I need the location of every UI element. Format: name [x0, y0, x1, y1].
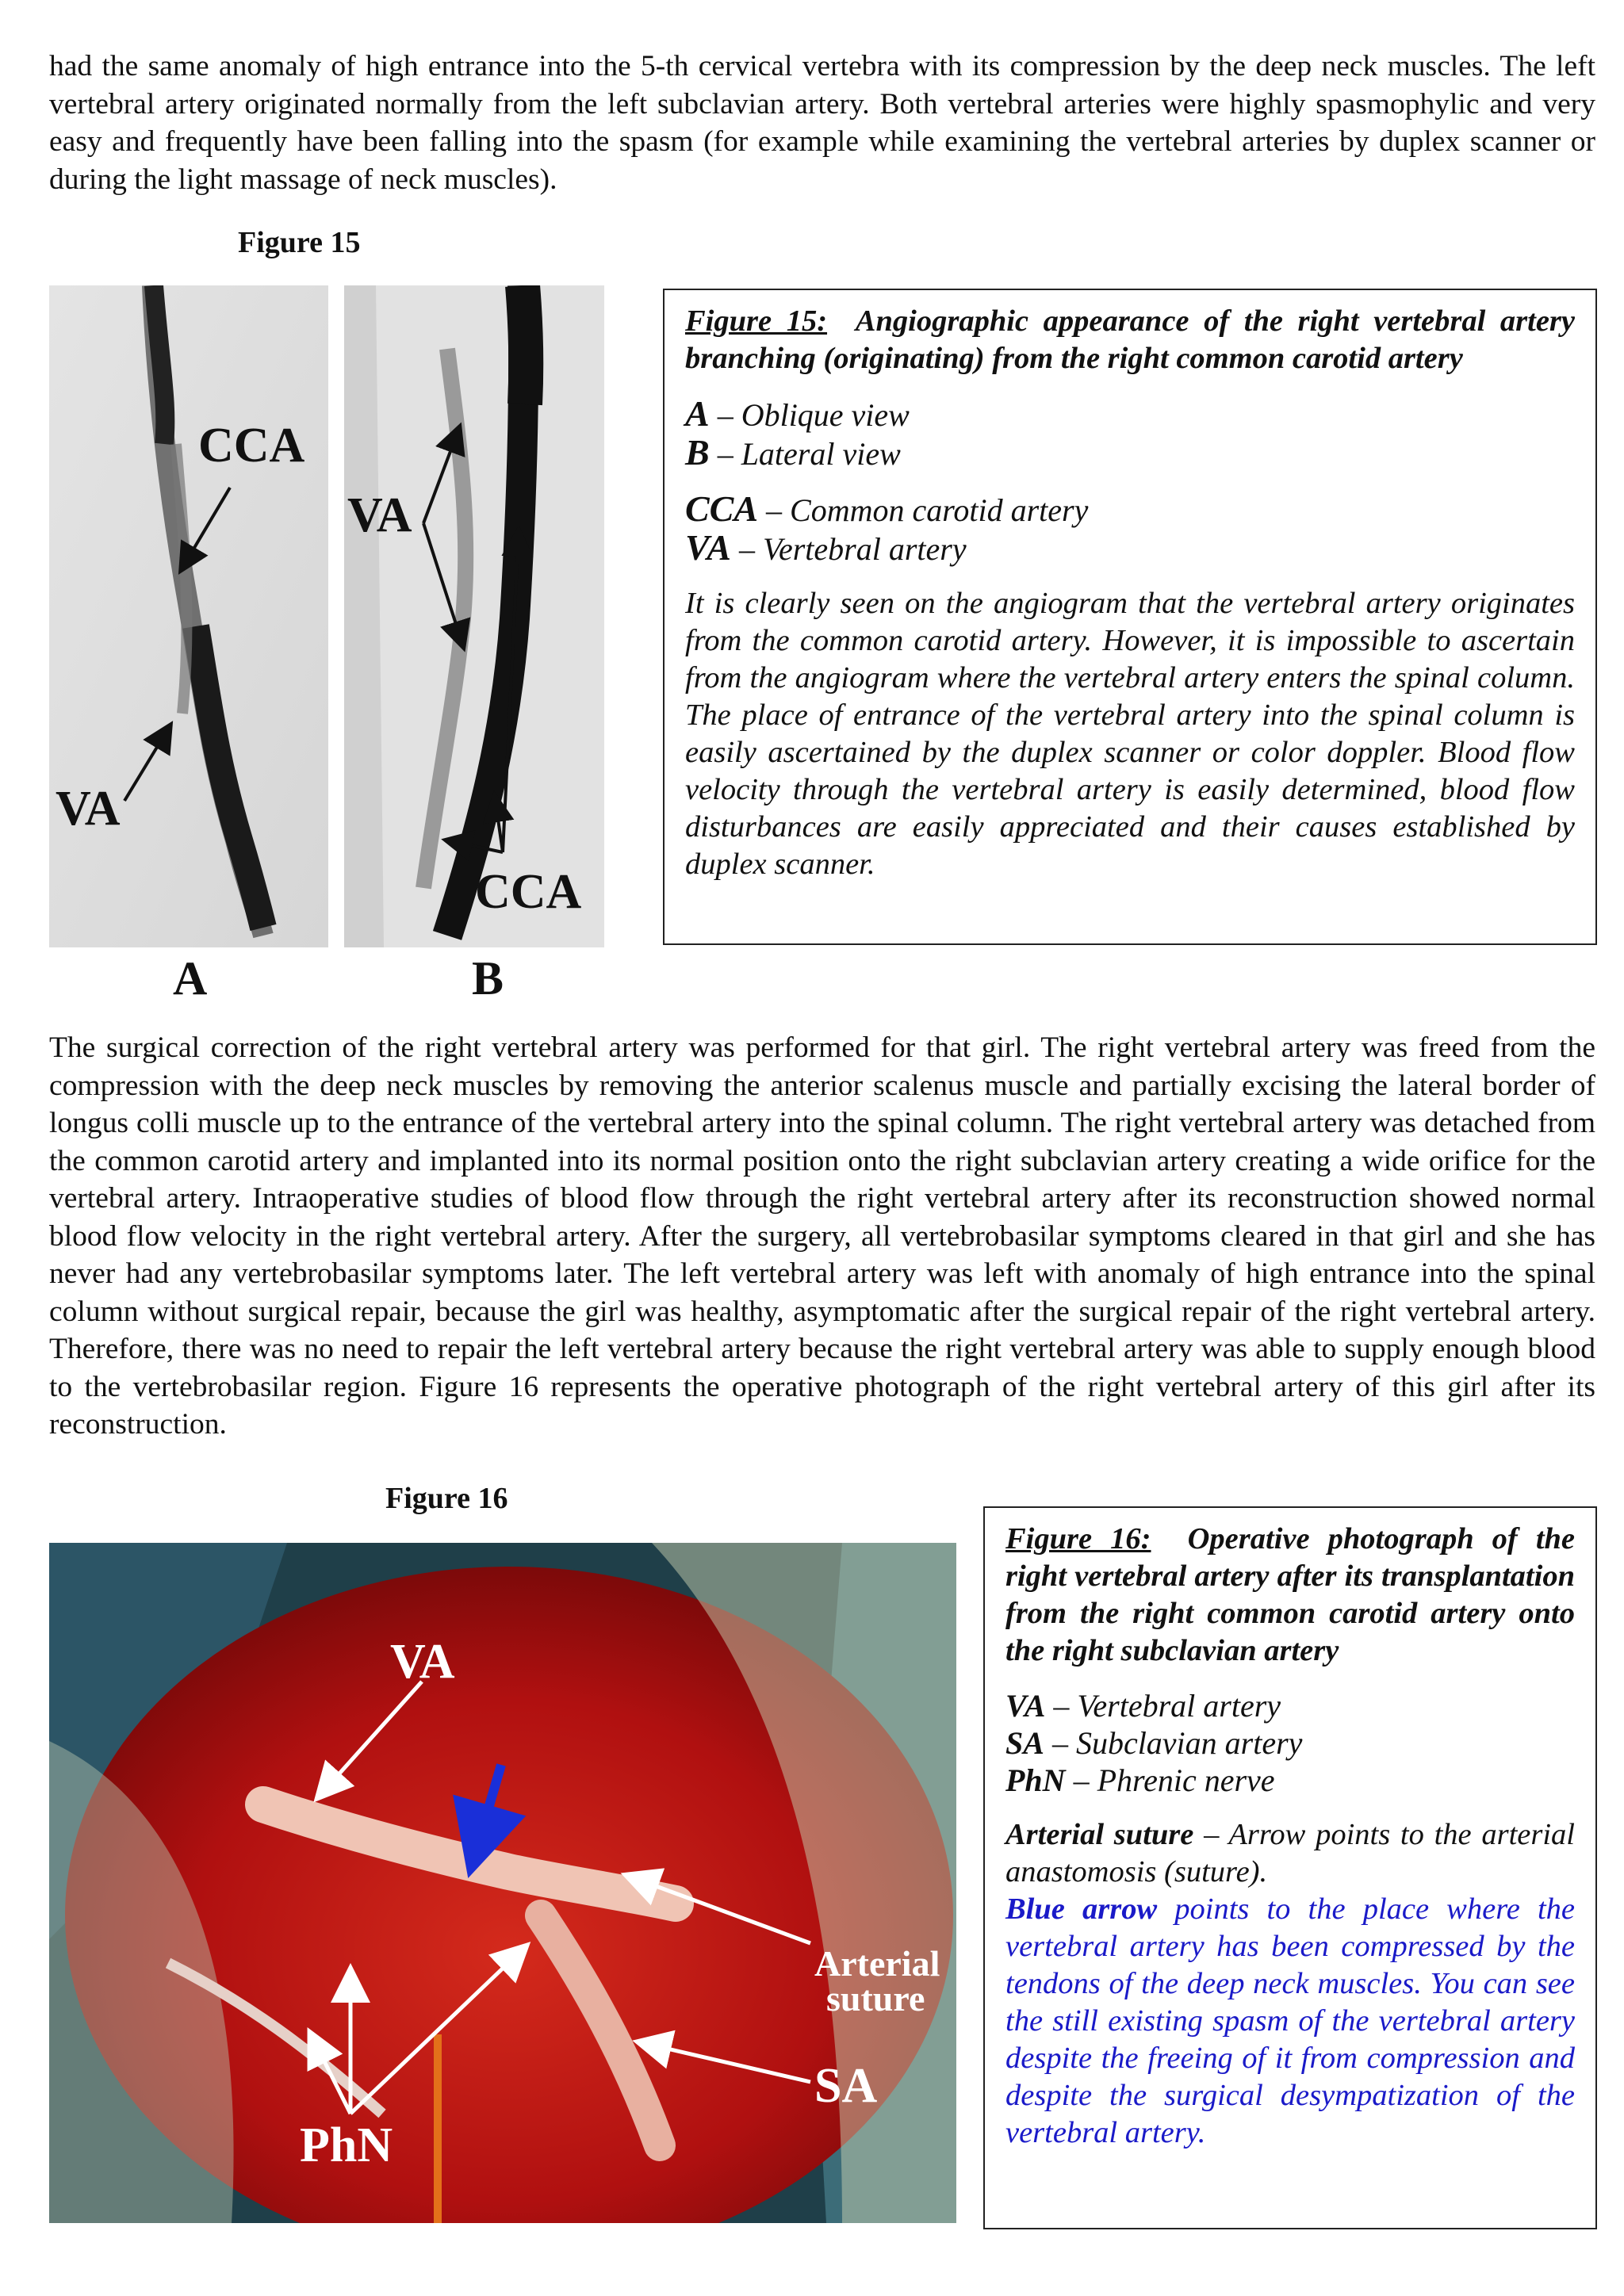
legend-a: A – Oblique view	[685, 393, 910, 434]
panel-letter-a: A	[173, 952, 208, 1004]
legend-b: B – Lateral view	[685, 432, 901, 473]
paragraph-surgical-correction: The surgical correction of the right vertebral artery was performed for that girl. The right vertebral artery was freed from the compression with the deep neck muscles by removing the anterior scalenus muscle and partially excising the lateral border of longus colli muscle up to the entrance of the vertebral artery into the spinal column. The right vertebral artery was detached from the common carotid artery and implanted into its normal position onto the right subclavian artery creating a wide orifice for the vertebral artery. Intraoperative studies of blood flow through the right vertebral artery after its reconstruction showed normal blood flow velocity in the right vertebral artery. After the surgery, all vertebrobasilar symptoms cleared in that girl and she has never had any vertebrobasilar symptoms later. The left vertebral artery was left with anomaly of high entrance into the spinal column without surgical repair, because the girl was healthy, asymptomatic after the surgical repair of the right vertebral artery. Therefore, there was no need to repair the left vertebral artery because the right vertebral artery was able to supply enough blood to the vertebrobasilar region. Figure 16 represents the operative photograph of the right vertebral artery of this girl after its reconstruction.	[49, 1031, 1595, 1441]
figure-15-ref: Figure 15:	[685, 304, 828, 338]
figure-15-title-text: Angiographic appearance of the right vertebral artery branching (originating) from the right common carotid artery	[685, 304, 1575, 375]
operative-photograph	[49, 1543, 956, 2223]
photo-label-phn: PhN	[300, 2118, 393, 2172]
legend-phn-16: PhN – Phrenic nerve	[1005, 1762, 1275, 1798]
photo-label-arterial: Arterial	[814, 1943, 940, 1984]
figure-16-title-text: Operative photograph of the right vertebral artery after its transplantation from the right common carotid artery onto the right subclavian artery	[1005, 1522, 1576, 1667]
photo-label-va: VA	[390, 1635, 455, 1689]
legend-va: VA – Vertebral artery	[685, 527, 967, 568]
photo-label-suture: suture	[826, 1978, 925, 2019]
angiogram-panel-a	[49, 285, 328, 947]
figure-15-caption	[663, 289, 1597, 945]
legend-sa-16: SA – Subclavian artery	[1005, 1725, 1303, 1761]
photo-label-sa: SA	[814, 2059, 878, 2113]
paragraph-intro: had the same anomaly of high entrance into the 5-th cervical vertebra with its compression by the deep neck muscles. The left vertebral artery originated normally from the left subclavian artery. Both vertebral arteries were highly spasmophylic and very easy and frequently have been falling into the spasm (for example while examining the vertebral arteries by duplex scanner or during the light massage of neck muscles).	[49, 50, 1595, 196]
figure-16-caption	[983, 1506, 1597, 2229]
legend-va-16: VA – Vertebral artery	[1005, 1688, 1281, 1724]
legend-cca: CCA – Common carotid artery	[685, 488, 1089, 529]
panel-letter-b: B	[472, 952, 504, 1004]
arterial-suture-note: Arterial suture – Arrow points to the arterial anastomosis (suture).	[1005, 1818, 1575, 1888]
figure-15-caption-body: It is clearly seen on the angiogram that the vertebral artery originates from the common carotid artery. However, it is impossible to ascertain from the angiogram where the vertebral artery enters the spinal column. The place of entrance of the vertebral artery into the spinal column is easily ascertained by the duplex scanner or color doppler. Blood flow velocity through the vertebral artery is easily determined, blood flow disturbances are easily appreciated and their causes established by duplex scanner.	[685, 587, 1575, 881]
figure-16-label: Figure 16	[385, 1482, 508, 1515]
blue-arrow-note: Blue arrow points to the place where the vertebral artery has been compressed by the tendons of the deep neck muscles. You can see the still existing spasm of the vertebral artery despite the freeing of it from compression and despite the surgical desympatization of the vertebral artery.	[1005, 1892, 1575, 2149]
figure-16-ref: Figure 16:	[1005, 1522, 1151, 1556]
label-cca-b: CCA	[475, 865, 582, 919]
figure-16-caption-title	[1005, 1521, 1575, 1670]
label-cca-a: CCA	[198, 419, 305, 473]
figure-15-label: Figure 15	[238, 226, 361, 259]
label-va-b: VA	[347, 488, 412, 542]
figure-15-caption-title	[685, 303, 1575, 377]
angiogram-panel-b	[344, 285, 604, 947]
label-va-a: VA	[56, 782, 121, 836]
